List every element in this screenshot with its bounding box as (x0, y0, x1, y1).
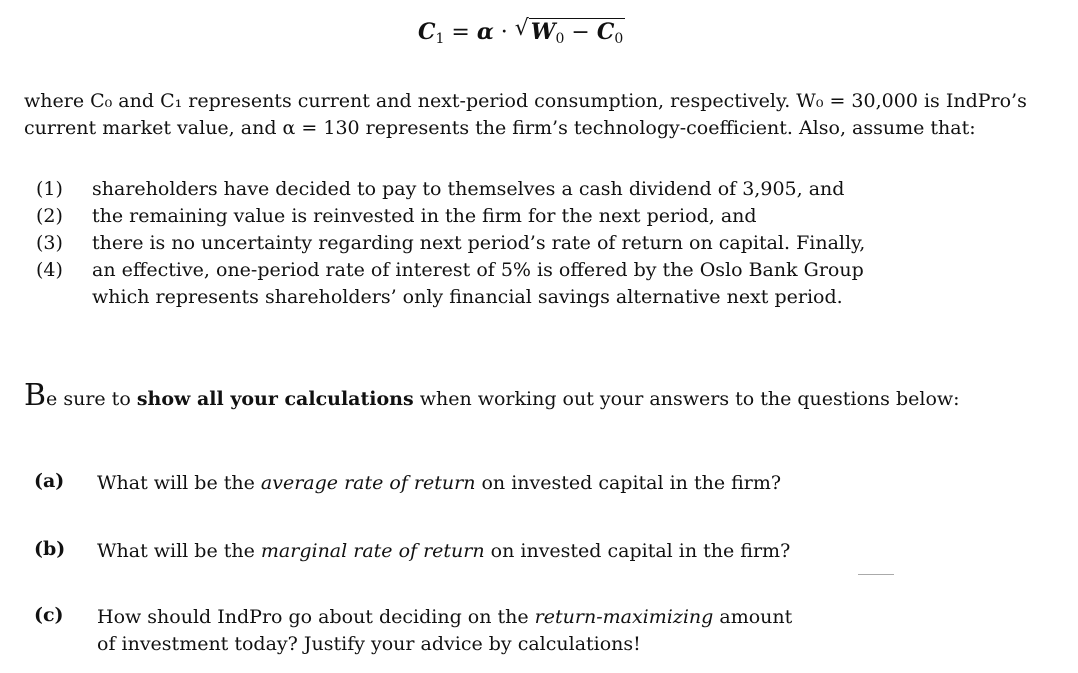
question-c-pre: How should IndPro go about deciding on the (97, 606, 535, 628)
assumption-text-continued: which represents shareholders’ only financial savings alternative next period. (92, 286, 843, 308)
eq-dot: · (493, 20, 515, 45)
question-b-emphasis: marginal rate of return (260, 540, 485, 562)
question-c (97, 604, 792, 631)
sqrt-icon: √ (514, 16, 529, 41)
question-b (97, 538, 790, 565)
assumption-text: an effective, one-period rate of interest of 5% is offered by the Oslo Bank Group (92, 259, 864, 281)
question-b-post: on invested capital in the firm? (484, 540, 791, 562)
intro-line-2: current market value, and α = 130 represents the firm’s technology-coefficient. Also, assume that: (24, 117, 976, 139)
question-a-emphasis: average rate of return (260, 472, 476, 494)
eq-lhs-sub: 1 (435, 31, 445, 47)
eq-c-sub: 0 (614, 31, 624, 47)
question-c-line-2: of investment today? Justify your advice by calculations! (97, 633, 641, 655)
assumption-num: (2) (36, 205, 63, 227)
assumption-text: shareholders have decided to pay to themselves a cash dividend of 3,905, and (92, 178, 845, 200)
eq-w: W (530, 19, 556, 45)
eq-w-sub: 0 (555, 31, 565, 47)
eq-alpha: α (476, 19, 494, 45)
question-a-pre: What will be the (97, 472, 261, 494)
assumption-num: (1) (36, 178, 63, 200)
instruction-initial: B (24, 378, 47, 413)
eq-minus: − (564, 20, 597, 45)
eq-c: C (596, 19, 615, 45)
question-c-emphasis: return-maximizing (534, 606, 714, 628)
production-equation (418, 18, 625, 45)
question-c-post: amount (713, 606, 793, 628)
assumption-text: the remaining value is reinvested in the firm for the next period, and (92, 205, 757, 227)
instruction-pre: e sure to (46, 388, 137, 410)
assumption-num: (3) (36, 232, 63, 254)
instruction-line (24, 378, 960, 413)
assumption-num: (4) (36, 259, 63, 281)
divider-mark (858, 574, 894, 575)
instruction-bold: show all your calculations (136, 388, 414, 410)
eq-equals: = (444, 20, 477, 45)
sqrt-term (515, 18, 626, 45)
question-a (97, 470, 781, 497)
question-label-a: (a) (34, 470, 65, 492)
question-label-b: (b) (34, 538, 66, 560)
instruction-post: when working out your answers to the questions below: (413, 388, 960, 410)
eq-lhs: C (418, 19, 436, 45)
question-label-c: (c) (34, 604, 64, 626)
intro-line-1: where C₀ and C₁ represents current and next-period consumption, respectively. W₀ = 30,000 is IndPro’s (24, 90, 1027, 112)
question-b-pre: What will be the (97, 540, 261, 562)
question-a-post: on invested capital in the firm? (475, 472, 782, 494)
sqrt-body (529, 18, 626, 45)
assumption-text: there is no uncertainty regarding next period’s rate of return on capital. Finally, (92, 232, 866, 254)
